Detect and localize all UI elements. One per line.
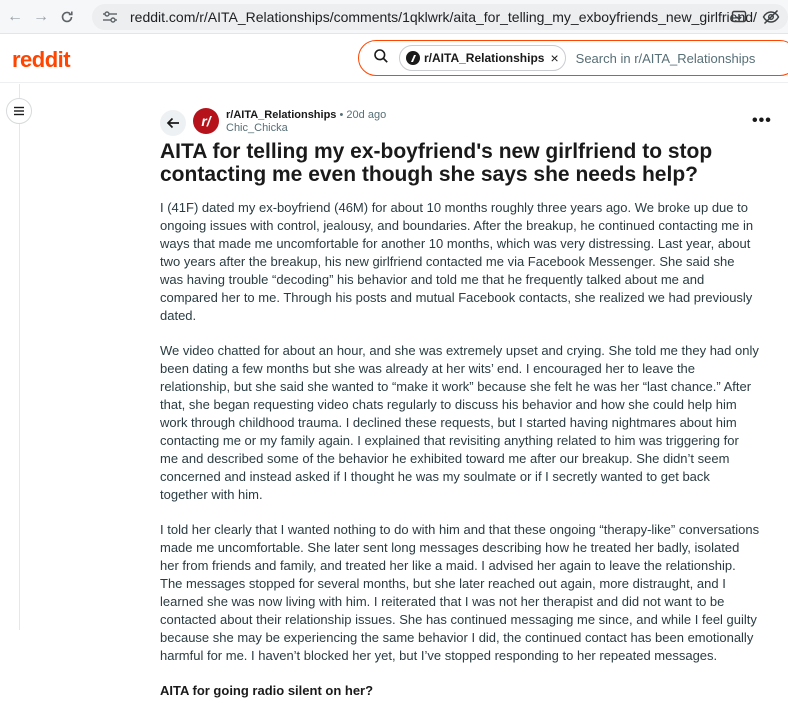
subreddit-chip-avatar-icon (406, 51, 420, 65)
search-bar[interactable] (358, 40, 788, 76)
post-title: AITA for telling my ex-boyfriend's new girlfriend to stop contacting me even though she says she needs help? (160, 140, 713, 186)
url-text[interactable]: reddit.com/r/AITA_Relationships/comments/1qklwrk/aita_for_telling_my_exboyfriends_new_girlfriend/ (130, 9, 757, 25)
search-subreddit-chip[interactable] (399, 45, 566, 71)
hamburger-icon (13, 106, 25, 116)
post-paragraph: We video chatted for about an hour, and she was extremely upset and crying. She told me they had only been dating a few months but she was already at her wits’ end. I encouraged her to leave the relationship, but she said she wanted to “make it work” because she felt he was her “last chance.” After that, she began requesting video chats regularly to discuss his behavior and how she could help him work through childhood trauma. I declined these requests, but I started having nightmares about him contacting me or my family again. I explained that revisiting anything related to him was triggering for me and described some of the behavior he exhibited toward me after our breakup. She didn’t seem concerned and instead asked if I thought he was my soulmate or if I secretly wanted to get back together with him. (160, 343, 759, 502)
left-nav-rail (0, 84, 20, 630)
arrow-left-icon (166, 117, 180, 129)
post-age: 20d ago (346, 109, 387, 121)
install-app-icon[interactable] (730, 8, 748, 26)
post-body (160, 199, 760, 717)
address-bar[interactable] (92, 4, 788, 30)
eye-off-icon[interactable] (762, 8, 780, 26)
search-input[interactable]: Search in r/AITA_Relationships (575, 50, 756, 66)
reddit-logo[interactable]: reddit (12, 47, 71, 72)
search-chip-label: r/AITA_Relationships (424, 51, 545, 65)
post-back-button[interactable] (160, 110, 186, 136)
close-icon[interactable]: × (550, 50, 559, 66)
reload-icon (60, 10, 74, 24)
browser-back-button[interactable]: ← (7, 7, 23, 25)
browser-toolbar (0, 0, 788, 34)
post-question: AITA for going radio silent on her? (160, 683, 374, 698)
site-header (0, 35, 788, 83)
post-paragraph: I (41F) dated my ex-boyfriend (46M) for about 10 months roughly three years ago. We broke up due to ongoing issues with control, jealousy, and boundaries. After the breakup, he continued contacting me in ways that made me uncomfortable for another 10 months, which was very distressing. Last year, about two years after the breakup, his new girlfriend contacted me via Facebook Messenger. She said she was having trouble “decoding” his behavior and told me that he frequently talked about me and compared her to me. Through his posts and mutual Facebook contacts, she realized we had previously dated. (160, 200, 754, 323)
author-link[interactable]: Chic_Chicka (226, 122, 288, 134)
browser-reload-button[interactable] (54, 4, 80, 30)
search-icon (373, 48, 389, 69)
post-meta (226, 109, 386, 135)
subreddit-link[interactable]: r/AITA_Relationships (226, 109, 337, 121)
meta-separator: • (339, 109, 344, 121)
more-options-button[interactable]: ••• (752, 112, 772, 129)
post-paragraph: I told her clearly that I wanted nothing to do with him and that these ongoing “therapy-like” conversations made me uncomfortable. She later sent long messages describing how he treated her badly, isolated her from friends and family, and treated her like a maid. I advised her again to leave the relationship. The messages stopped for several months, but she later reached out again, more distraught, and I learned she was now living with him. I reiterated that I was not her therapist and did not want to be contacted about their relationship issues. She has continued messaging me since, and while I feel guilty because she may be experiencing the same behavior I did, the continued contact has been emotionally harmful for me. I haven’t blocked her yet, but I’ve stopped responding to her repeated messages. (160, 522, 760, 663)
menu-toggle-button[interactable] (6, 98, 32, 124)
subreddit-avatar[interactable]: r/ (193, 108, 219, 134)
browser-forward-button[interactable]: → (33, 7, 49, 25)
site-settings-icon[interactable] (100, 7, 120, 27)
